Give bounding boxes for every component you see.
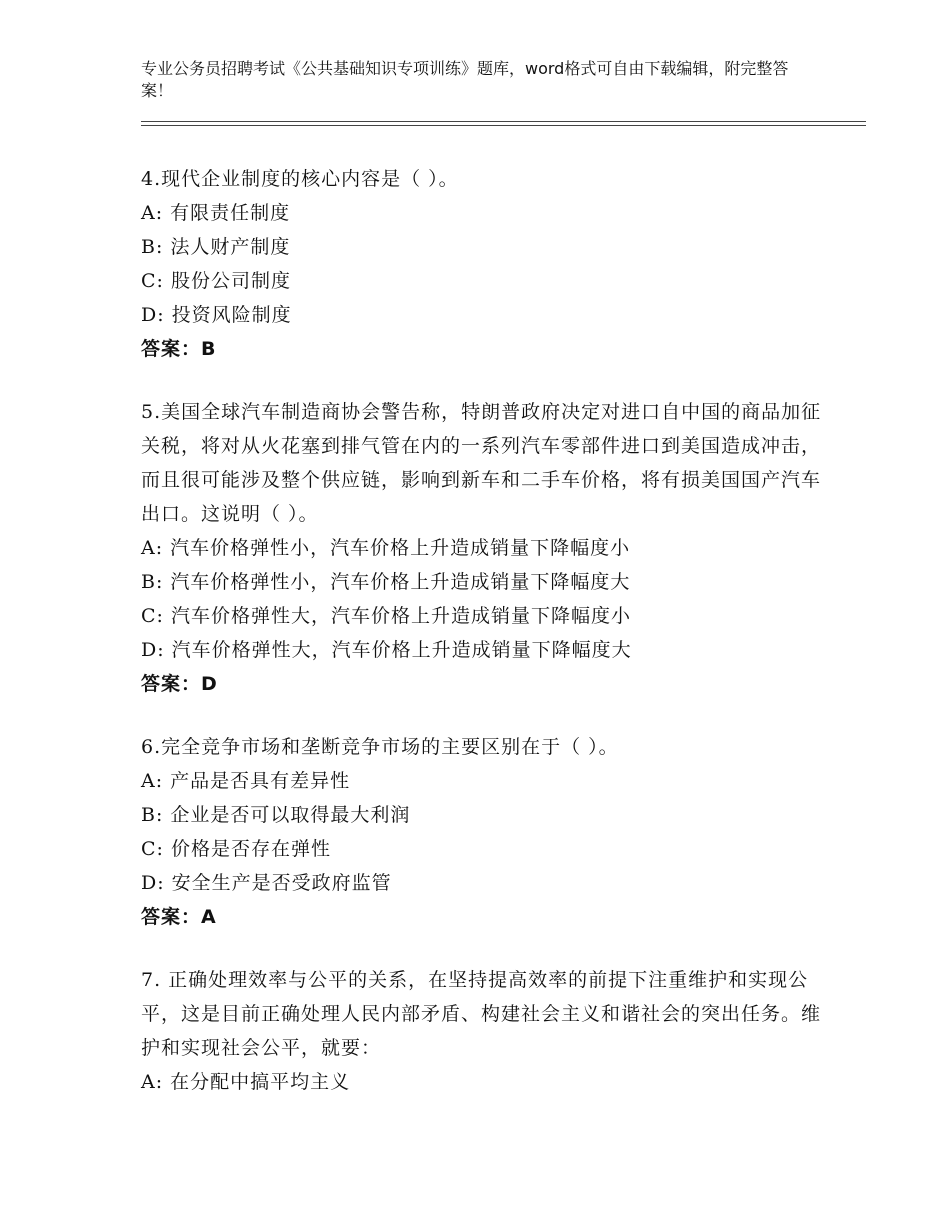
question-stem: 6.完全竞争市场和垄断竞争市场的主要区别在于（ ）。: [141, 736, 619, 758]
question-stem: 7. 正确处理效率与公平的关系，在坚持提高效率的前提下注重维护和实现公平，这是目前正确处理人民内部矛盾、构建社会主义和谐社会的突出任务。维护和实现社会公平，就要：: [141, 969, 822, 1059]
question-5: [141, 395, 831, 701]
option-a: A: 产品是否具有差异性: [141, 770, 351, 792]
question-stem: 5.美国全球汽车制造商协会警告称，特朗普政府决定对进口自中国的商品加征关税，将对从火花塞到排气管在内的一系列汽车零部件进口到美国造成冲击，而且很可能涉及整个供应链，影响到新车和二手车价格，将有损美国国产汽车出口。这说明（ ）。: [141, 401, 822, 525]
option-b: B: 汽车价格弹性小，汽车价格上升造成销量下降幅度大: [141, 571, 631, 593]
question-7: [141, 963, 831, 1099]
option-a: A: 有限责任制度: [141, 202, 291, 224]
option-d: D: 汽车价格弹性大，汽车价格上升造成销量下降幅度大: [141, 639, 632, 661]
header-divider: [141, 121, 866, 126]
answer: 答案：B: [141, 338, 217, 360]
question-stem: 4.现代企业制度的核心内容是（ ）。: [141, 168, 459, 190]
answer: 答案：A: [141, 906, 217, 928]
option-a: A: 在分配中搞平均主义: [141, 1071, 351, 1093]
option-c: C: 汽车价格弹性大，汽车价格上升造成销量下降幅度小: [141, 605, 631, 627]
option-c: C: 价格是否存在弹性: [141, 838, 331, 860]
option-d: D: 安全生产是否受政府监管: [141, 872, 392, 894]
question-4: [141, 162, 831, 366]
option-b: B: 法人财产制度: [141, 236, 291, 258]
option-d: D: 投资风险制度: [141, 304, 292, 326]
page-header: 专业公务员招聘考试《公共基础知识专项训练》题库，word格式可自由下载编辑，附完整答案！: [141, 59, 789, 100]
answer: 答案：D: [141, 673, 218, 695]
option-c: C: 股份公司制度: [141, 270, 291, 292]
question-list: [141, 162, 831, 1128]
question-6: [141, 730, 831, 934]
option-a: A: 汽车价格弹性小，汽车价格上升造成销量下降幅度小: [141, 537, 631, 559]
option-b: B: 企业是否可以取得最大利润: [141, 804, 411, 826]
